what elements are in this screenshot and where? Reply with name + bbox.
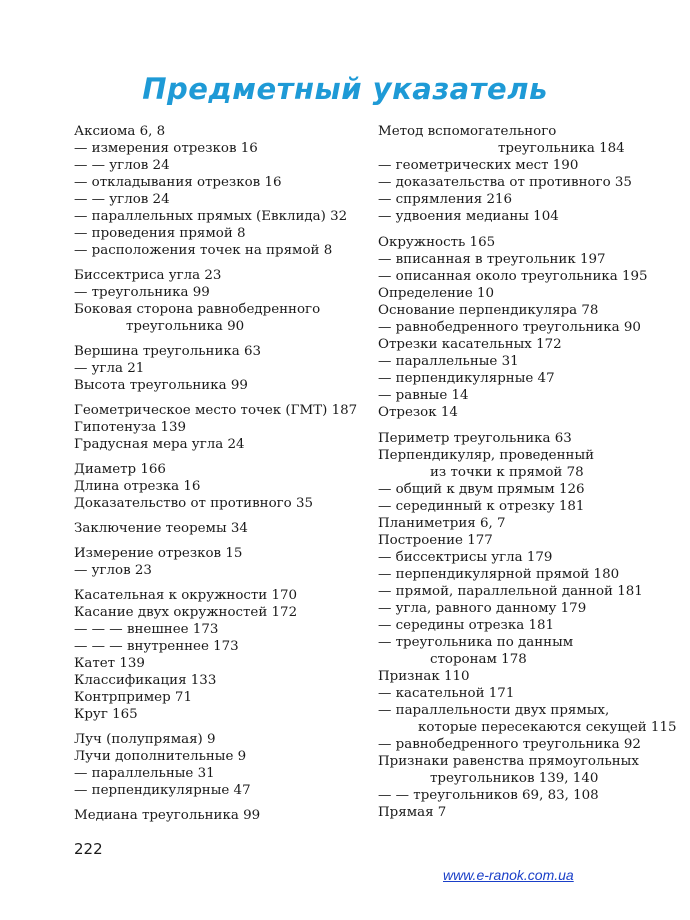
index-entry: Построение 177 <box>378 533 493 548</box>
index-entry: — перпендикулярной прямой 180 <box>378 567 620 582</box>
index-group <box>74 267 374 335</box>
index-entry: Основание перпендикуляра 78 <box>378 303 599 318</box>
index-entry: Аксиома 6, 8 <box>74 124 166 139</box>
index-entry: Контрпример 71 <box>74 690 192 705</box>
index-entry: Геометрическое место точек (ГМТ) 187 <box>74 403 358 418</box>
index-entry: — спрямления 216 <box>378 192 513 207</box>
index-entry: — угла 21 <box>74 361 145 376</box>
index-entry: Диаметр 166 <box>74 462 166 477</box>
index-entry: — равнобедренного треугольника 90 <box>378 320 641 335</box>
index-entry: — равнобедренного треугольника 92 <box>378 737 641 752</box>
index-entry: — общий к двум прямым 126 <box>378 482 585 497</box>
index-entry: — измерения отрезков 16 <box>74 141 258 156</box>
index-entry: — проведения прямой 8 <box>74 226 246 241</box>
index-group <box>74 807 374 824</box>
index-entry: Отрезок 14 <box>378 405 458 420</box>
index-entry: Вершина треугольника 63 <box>74 344 262 359</box>
index-group <box>74 402 374 453</box>
index-entry: Измерение отрезков 15 <box>74 546 243 561</box>
index-group <box>74 123 374 259</box>
index-entry: — перпендикулярные 47 <box>74 783 251 798</box>
index-group <box>74 520 374 537</box>
index-entry: Касательная к окружности 170 <box>74 588 298 603</box>
index-entry: Признаки равенства прямоугольных <box>378 754 639 769</box>
index-group <box>74 731 374 799</box>
index-group <box>378 430 678 821</box>
index-entry: — — — внешнее 173 <box>74 622 219 637</box>
index-entry: — — углов 24 <box>74 158 170 173</box>
index-entry-continuation: треугольника 184 <box>498 141 625 156</box>
index-entry: Доказательство от противного 35 <box>74 496 313 511</box>
index-entry: — описанная около треугольника 195 <box>378 269 648 284</box>
index-entry: — прямой, параллельной данной 181 <box>378 584 643 599</box>
index-entry: Прямая 7 <box>378 805 447 820</box>
index-entry: Медиана треугольника 99 <box>74 808 261 823</box>
index-entry: — треугольника по данным <box>378 635 574 650</box>
index-entry: Градусная мера угла 24 <box>74 437 245 452</box>
index-entry: — угла, равного данному 179 <box>378 601 587 616</box>
index-entry: Боковая сторона равнобедренного <box>74 302 321 317</box>
index-entry: — середины отрезка 181 <box>378 618 555 633</box>
index-entry: — расположения точек на прямой 8 <box>74 243 333 258</box>
index-column-left <box>74 123 374 832</box>
index-entry: — углов 23 <box>74 563 152 578</box>
index-entry: Определение 10 <box>378 286 495 301</box>
index-entry: Биссектриса угла 23 <box>74 268 222 283</box>
index-entry: Периметр треугольника 63 <box>378 431 572 446</box>
index-entry: Высота треугольника 99 <box>74 378 248 393</box>
index-group <box>74 343 374 394</box>
index-group <box>74 545 374 579</box>
index-entry: Перпендикуляр, проведенный <box>378 448 595 463</box>
index-entry: — — — внутреннее 173 <box>74 639 239 654</box>
index-group <box>378 234 678 421</box>
index-entry-continuation: из точки к прямой 78 <box>430 465 584 480</box>
index-group <box>378 123 678 225</box>
index-entry: — удвоения медианы 104 <box>378 209 559 224</box>
index-group <box>74 461 374 512</box>
index-column-right <box>378 123 678 829</box>
index-entry-continuation: сторонам 178 <box>430 652 527 667</box>
index-entry: — равные 14 <box>378 388 469 403</box>
index-entry-continuation: которые пересекаются секущей 115 <box>418 720 677 735</box>
index-entry: — параллельных прямых (Евклида) 32 <box>74 209 348 224</box>
index-entry: Классификация 133 <box>74 673 217 688</box>
index-entry: Луч (полупрямая) 9 <box>74 732 216 747</box>
index-entry: Отрезки касательных 172 <box>378 337 562 352</box>
index-entry: Окружность 165 <box>378 235 496 250</box>
index-entry: — перпендикулярные 47 <box>378 371 555 386</box>
index-entry: — — треугольников 69, 83, 108 <box>378 788 599 803</box>
index-entry: — серединный к отрезку 181 <box>378 499 585 514</box>
index-entry: Гипотенуза 139 <box>74 420 187 435</box>
index-entry: — откладывания отрезков 16 <box>74 175 282 190</box>
website-link[interactable]: www.e-ranok.com.ua <box>443 867 574 883</box>
index-entry: Лучи дополнительные 9 <box>74 749 247 764</box>
index-entry-continuation: треугольников 139, 140 <box>430 771 599 786</box>
index-entry: — параллельные 31 <box>74 766 215 781</box>
index-entry: — параллельности двух прямых, <box>378 703 610 718</box>
index-entry: — биссектрисы угла 179 <box>378 550 553 565</box>
index-entry: — доказательства от противного 35 <box>378 175 632 190</box>
index-entry: — вписанная в треугольник 197 <box>378 252 606 267</box>
page-number: 222 <box>74 840 103 858</box>
index-entry: Касание двух окружностей 172 <box>74 605 298 620</box>
index-entry: — — углов 24 <box>74 192 170 207</box>
index-entry: — касательной 171 <box>378 686 515 701</box>
index-entry: — треугольника 99 <box>74 285 210 300</box>
index-entry-continuation: треугольника 90 <box>126 319 245 334</box>
index-entry: — параллельные 31 <box>378 354 519 369</box>
index-entry: Метод вспомогательного <box>378 124 557 139</box>
index-entry: Длина отрезка 16 <box>74 479 201 494</box>
index-entry: Катет 139 <box>74 656 145 671</box>
index-entry: Заключение теоремы 34 <box>74 521 248 536</box>
index-group <box>74 587 374 723</box>
index-entry: Планиметрия 6, 7 <box>378 516 506 531</box>
page-title: Предметный указатель <box>142 72 548 106</box>
index-entry: Признак 110 <box>378 669 470 684</box>
index-entry: — геометрических мест 190 <box>378 158 579 173</box>
index-entry: Круг 165 <box>74 707 138 722</box>
